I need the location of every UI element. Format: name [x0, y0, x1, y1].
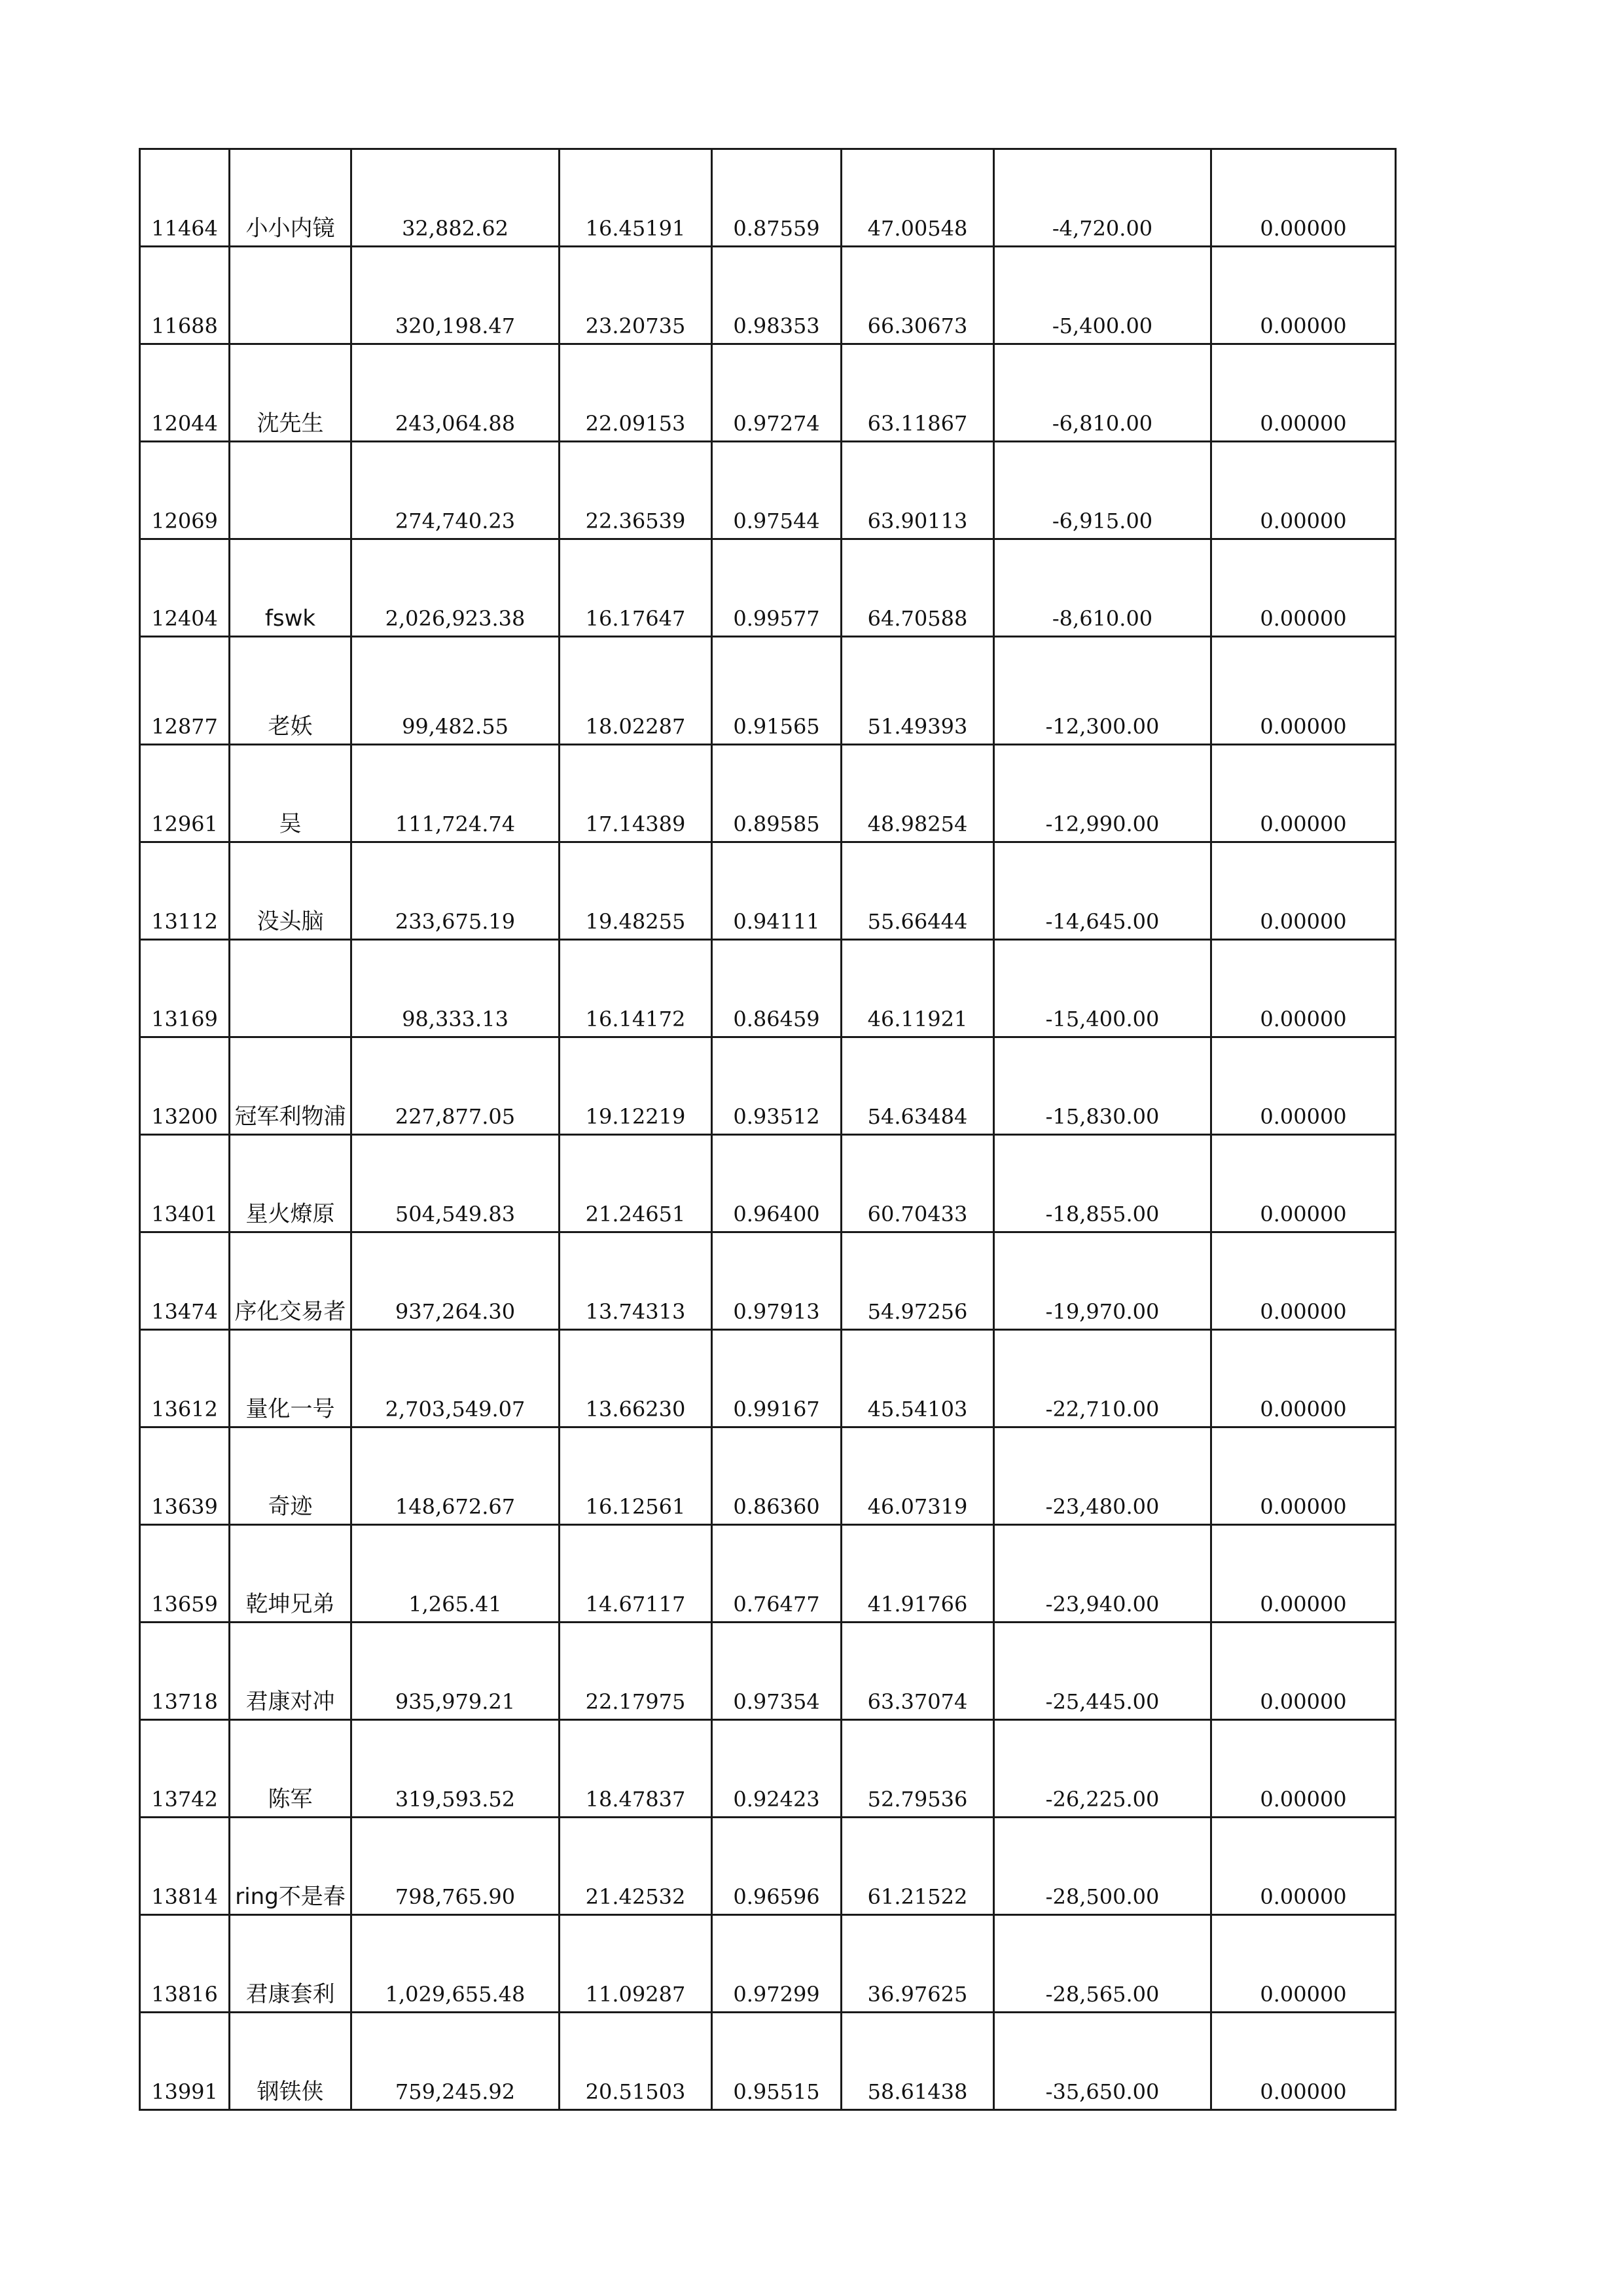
table-row [140, 1720, 1396, 1818]
cell-value-4: 0.00000 [1211, 539, 1396, 637]
cell-name: 君康对冲 [230, 1623, 351, 1720]
cell-value-3: 51.49393 [842, 637, 994, 745]
cell-id: 13639 [140, 1427, 230, 1525]
cell-value-3: 55.66444 [842, 842, 994, 940]
cell-value-4: 0.00000 [1211, 344, 1396, 442]
table-body [140, 149, 1396, 2110]
cell-name [230, 442, 351, 539]
cell-name: 钢铁侠 [230, 2013, 351, 2110]
cell-value-1: 23.20735 [560, 247, 712, 344]
cell-name: 吴 [230, 745, 351, 842]
cell-value-2: 0.99167 [712, 1330, 842, 1427]
cell-value-4: 0.00000 [1211, 1915, 1396, 2013]
cell-value-2: 0.92423 [712, 1720, 842, 1818]
cell-change: -35,650.00 [994, 2013, 1211, 2110]
cell-name: 陈军 [230, 1720, 351, 1818]
table-row [140, 637, 1396, 745]
cell-amount: 2,703,549.07 [351, 1330, 560, 1427]
cell-amount: 1,265.41 [351, 1525, 560, 1623]
cell-value-3: 63.11867 [842, 344, 994, 442]
cell-value-1: 16.14172 [560, 940, 712, 1037]
cell-value-4: 0.00000 [1211, 1720, 1396, 1818]
cell-name: 序化交易者 [230, 1232, 351, 1330]
cell-value-1: 22.09153 [560, 344, 712, 442]
cell-change: -6,915.00 [994, 442, 1211, 539]
cell-amount: 798,765.90 [351, 1818, 560, 1915]
cell-name: 沈先生 [230, 344, 351, 442]
cell-value-3: 46.11921 [842, 940, 994, 1037]
table-row [140, 1135, 1396, 1232]
cell-name: 奇迹 [230, 1427, 351, 1525]
cell-name: 量化一号 [230, 1330, 351, 1427]
cell-value-2: 0.91565 [712, 637, 842, 745]
cell-amount: 937,264.30 [351, 1232, 560, 1330]
cell-name: 君康套利 [230, 1915, 351, 2013]
cell-value-2: 0.87559 [712, 149, 842, 247]
cell-value-1: 19.12219 [560, 1037, 712, 1135]
cell-name: 没头脑 [230, 842, 351, 940]
cell-value-2: 0.97274 [712, 344, 842, 442]
cell-value-4: 0.00000 [1211, 1037, 1396, 1135]
cell-value-3: 66.30673 [842, 247, 994, 344]
cell-id: 13401 [140, 1135, 230, 1232]
table-row [140, 1525, 1396, 1623]
table-row [140, 1623, 1396, 1720]
cell-value-1: 22.36539 [560, 442, 712, 539]
cell-value-1: 16.45191 [560, 149, 712, 247]
cell-id: 13474 [140, 1232, 230, 1330]
cell-value-2: 0.89585 [712, 745, 842, 842]
cell-value-1: 17.14389 [560, 745, 712, 842]
spreadsheet-page [139, 148, 1397, 2111]
cell-name: 老妖 [230, 637, 351, 745]
cell-value-3: 64.70588 [842, 539, 994, 637]
cell-value-2: 0.94111 [712, 842, 842, 940]
cell-value-2: 0.95515 [712, 2013, 842, 2110]
table-row [140, 1232, 1396, 1330]
cell-id: 11688 [140, 247, 230, 344]
cell-change: -14,645.00 [994, 842, 1211, 940]
cell-change: -15,830.00 [994, 1037, 1211, 1135]
cell-amount: 243,064.88 [351, 344, 560, 442]
cell-value-2: 0.97299 [712, 1915, 842, 2013]
cell-value-1: 18.02287 [560, 637, 712, 745]
cell-value-3: 54.63484 [842, 1037, 994, 1135]
cell-value-3: 60.70433 [842, 1135, 994, 1232]
cell-amount: 99,482.55 [351, 637, 560, 745]
cell-value-1: 20.51503 [560, 2013, 712, 2110]
cell-value-1: 18.47837 [560, 1720, 712, 1818]
cell-id: 12069 [140, 442, 230, 539]
cell-value-2: 0.86459 [712, 940, 842, 1037]
cell-value-4: 0.00000 [1211, 842, 1396, 940]
cell-change: -26,225.00 [994, 1720, 1211, 1818]
cell-amount: 504,549.83 [351, 1135, 560, 1232]
cell-name: 乾坤兄弟 [230, 1525, 351, 1623]
table-row [140, 1330, 1396, 1427]
cell-value-4: 0.00000 [1211, 247, 1396, 344]
cell-value-4: 0.00000 [1211, 1232, 1396, 1330]
cell-id: 13816 [140, 1915, 230, 2013]
cell-value-4: 0.00000 [1211, 442, 1396, 539]
table-row [140, 344, 1396, 442]
cell-value-2: 0.98353 [712, 247, 842, 344]
cell-amount: 935,979.21 [351, 1623, 560, 1720]
cell-change: -23,940.00 [994, 1525, 1211, 1623]
cell-id: 13112 [140, 842, 230, 940]
table-row [140, 247, 1396, 344]
cell-amount: 98,333.13 [351, 940, 560, 1037]
cell-id: 12044 [140, 344, 230, 442]
cell-value-4: 0.00000 [1211, 1818, 1396, 1915]
cell-value-1: 13.74313 [560, 1232, 712, 1330]
cell-value-3: 36.97625 [842, 1915, 994, 2013]
cell-amount: 32,882.62 [351, 149, 560, 247]
cell-id: 11464 [140, 149, 230, 247]
table-row [140, 842, 1396, 940]
cell-change: -5,400.00 [994, 247, 1211, 344]
cell-value-2: 0.96400 [712, 1135, 842, 1232]
cell-value-3: 63.37074 [842, 1623, 994, 1720]
cell-amount: 148,672.67 [351, 1427, 560, 1525]
cell-value-1: 14.67117 [560, 1525, 712, 1623]
cell-value-1: 16.12561 [560, 1427, 712, 1525]
cell-change: -28,565.00 [994, 1915, 1211, 2013]
table-row [140, 1427, 1396, 1525]
data-table [139, 148, 1397, 2111]
cell-amount: 1,029,655.48 [351, 1915, 560, 2013]
cell-id: 12961 [140, 745, 230, 842]
cell-change: -6,810.00 [994, 344, 1211, 442]
cell-id: 12404 [140, 539, 230, 637]
table-row [140, 745, 1396, 842]
cell-value-1: 19.48255 [560, 842, 712, 940]
cell-id: 13814 [140, 1818, 230, 1915]
cell-amount: 233,675.19 [351, 842, 560, 940]
cell-value-4: 0.00000 [1211, 149, 1396, 247]
cell-change: -8,610.00 [994, 539, 1211, 637]
cell-value-3: 48.98254 [842, 745, 994, 842]
cell-change: -28,500.00 [994, 1818, 1211, 1915]
cell-change: -12,300.00 [994, 637, 1211, 745]
cell-change: -18,855.00 [994, 1135, 1211, 1232]
cell-id: 12877 [140, 637, 230, 745]
cell-value-4: 0.00000 [1211, 1427, 1396, 1525]
table-row [140, 1037, 1396, 1135]
cell-amount: 319,593.52 [351, 1720, 560, 1818]
cell-value-3: 45.54103 [842, 1330, 994, 1427]
table-row [140, 940, 1396, 1037]
table-row [140, 149, 1396, 247]
cell-amount: 2,026,923.38 [351, 539, 560, 637]
cell-change: -15,400.00 [994, 940, 1211, 1037]
cell-amount: 759,245.92 [351, 2013, 560, 2110]
cell-value-1: 21.24651 [560, 1135, 712, 1232]
cell-amount: 227,877.05 [351, 1037, 560, 1135]
cell-id: 13718 [140, 1623, 230, 1720]
cell-change: -12,990.00 [994, 745, 1211, 842]
cell-value-2: 0.97544 [712, 442, 842, 539]
cell-value-3: 54.97256 [842, 1232, 994, 1330]
cell-value-4: 0.00000 [1211, 1525, 1396, 1623]
cell-id: 13659 [140, 1525, 230, 1623]
cell-value-3: 63.90113 [842, 442, 994, 539]
cell-value-4: 0.00000 [1211, 1623, 1396, 1720]
cell-name: fswk [230, 539, 351, 637]
cell-value-1: 21.42532 [560, 1818, 712, 1915]
cell-value-2: 0.97354 [712, 1623, 842, 1720]
cell-amount: 111,724.74 [351, 745, 560, 842]
cell-change: -23,480.00 [994, 1427, 1211, 1525]
cell-value-1: 16.17647 [560, 539, 712, 637]
cell-value-4: 0.00000 [1211, 637, 1396, 745]
cell-change: -4,720.00 [994, 149, 1211, 247]
cell-id: 13200 [140, 1037, 230, 1135]
cell-name: ring不是春 [230, 1818, 351, 1915]
cell-name: 冠军利物浦 [230, 1037, 351, 1135]
cell-id: 13742 [140, 1720, 230, 1818]
cell-value-3: 41.91766 [842, 1525, 994, 1623]
table-row [140, 1915, 1396, 2013]
cell-value-2: 0.99577 [712, 539, 842, 637]
cell-value-1: 22.17975 [560, 1623, 712, 1720]
cell-name [230, 247, 351, 344]
cell-value-2: 0.93512 [712, 1037, 842, 1135]
cell-value-2: 0.76477 [712, 1525, 842, 1623]
cell-id: 13991 [140, 2013, 230, 2110]
cell-change: -19,970.00 [994, 1232, 1211, 1330]
cell-value-3: 47.00548 [842, 149, 994, 247]
cell-id: 13612 [140, 1330, 230, 1427]
table-row [140, 1818, 1396, 1915]
cell-id: 13169 [140, 940, 230, 1037]
cell-value-4: 0.00000 [1211, 1135, 1396, 1232]
cell-value-4: 0.00000 [1211, 745, 1396, 842]
table-row [140, 539, 1396, 637]
table-row [140, 2013, 1396, 2110]
cell-name: 星火燎原 [230, 1135, 351, 1232]
cell-value-3: 52.79536 [842, 1720, 994, 1818]
table-row [140, 442, 1396, 539]
cell-change: -22,710.00 [994, 1330, 1211, 1427]
cell-value-2: 0.86360 [712, 1427, 842, 1525]
cell-value-2: 0.96596 [712, 1818, 842, 1915]
cell-value-4: 0.00000 [1211, 2013, 1396, 2110]
cell-value-3: 46.07319 [842, 1427, 994, 1525]
cell-value-4: 0.00000 [1211, 940, 1396, 1037]
cell-value-1: 13.66230 [560, 1330, 712, 1427]
cell-change: -25,445.00 [994, 1623, 1211, 1720]
cell-name [230, 940, 351, 1037]
cell-value-4: 0.00000 [1211, 1330, 1396, 1427]
cell-value-2: 0.97913 [712, 1232, 842, 1330]
cell-name: 小小内镜 [230, 149, 351, 247]
cell-amount: 320,198.47 [351, 247, 560, 344]
cell-amount: 274,740.23 [351, 442, 560, 539]
cell-value-3: 58.61438 [842, 2013, 994, 2110]
cell-value-3: 61.21522 [842, 1818, 994, 1915]
cell-value-1: 11.09287 [560, 1915, 712, 2013]
